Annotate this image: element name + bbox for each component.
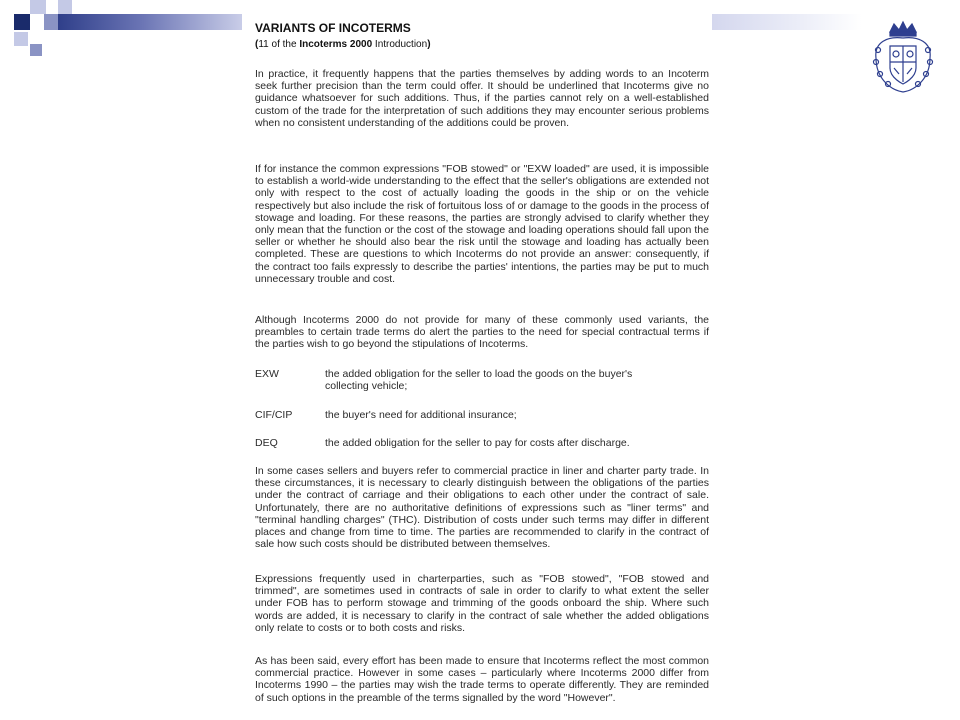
term-code: EXW (255, 368, 279, 380)
deco-square-4 (14, 32, 28, 46)
title-bar-gradient (58, 14, 242, 30)
term-desc: the added obligation for the seller to load the goods on the buyer's collecting vehicle; (325, 368, 633, 393)
document-subtitle (255, 39, 431, 51)
subtitle-num: 11 of the (258, 39, 300, 50)
term-desc: the buyer's need for additional insurance; (325, 409, 517, 421)
deco-square-2 (30, 0, 46, 14)
university-crest-icon (866, 18, 940, 98)
deco-square-5 (30, 44, 42, 56)
paragraph-3: Although Incoterms 2000 do not provide for many of these commonly used variants, the preambles to certain trade terms do alert the parties to the need for special contractual terms if the parties wish to go beyond the stipulations of Incoterms. (255, 314, 709, 351)
subtitle-open: ( (255, 39, 259, 50)
paragraph-4: In some cases sellers and buyers refer to commercial practice in liner and charter party trade. In these circumstances, it is necessary to clearly distinguish between the obligations of the parties under the contract of carriage and their obligations to each other under the contract of sale. Unfortunately, there are no authoritative definitions of expressions such as "liner terms" and "terminal handling charges" (THC). Distribution of costs under such terms may differ in different places and change from time to time. The parties are recommended to clarify in the contract of sale how such costs should be distributed between themselves. (255, 465, 709, 551)
subtitle-close: ) (427, 39, 431, 50)
paragraph-2: If for instance the common expressions "FOB stowed" or "EXW loaded" are used, it is impossible to establish a world-wide understanding to the effect that the seller's obligations are extended not only with respect to the cost of actually loading the goods in the ship or on the vehicle respectively but also include the risk of fortuitous loss of or damage to the goods in the process of stowage and loading. For these reasons, the parties are strongly advised to clarify whether they only mean that the function or the cost of the stowage and loading operations should fall upon the seller or whether he should also bear the risk until the stowage and loading has actually been completed. These are questions to which Incoterms do not provide an answer: consequently, if the contract too fails expressly to describe the parties' intentions, the parties may be put to much unnecessary trouble and cost. (255, 163, 709, 285)
title-bar-gradient-right (712, 14, 862, 30)
term-code: DEQ (255, 437, 278, 449)
deco-square-1 (14, 14, 30, 30)
document-page (246, 18, 712, 720)
paragraph-5: Expressions frequently used in charterparties, such as "FOB stowed", "FOB stowed and trimmed", are sometimes used in contracts of sale in order to clarify to what extent the seller under FOB has to perform stowage and trimming of the goods onboard the ship. Where such words are added, it is necessary to clarify in the contract of sale whether the added obligations only relate to costs or to both costs and risks. (255, 573, 709, 634)
term-desc: the added obligation for the seller to pay for costs after discharge. (325, 437, 630, 449)
term-code: CIF/CIP (255, 409, 293, 421)
subtitle-bold: Incoterms 2000 (299, 39, 373, 50)
document-title: VARIANTS OF INCOTERMS (255, 21, 411, 35)
deco-square-6 (58, 0, 72, 14)
subtitle-rest: Introduction (372, 39, 428, 50)
paragraph-1: In practice, it frequently happens that the parties themselves by adding words to an Incoterm seek further precision than the term could offer. It should be underlined that Incoterms give no guidance whatsoever for such additions. Thus, if the parties cannot rely on a well-established custom of the trade for the interpretation of such additions they may encounter serious problems when no consistent understanding of the additions could be proven. (255, 68, 709, 129)
paragraph-6: As has been said, every effort has been made to ensure that Incoterms reflect the most common commercial practice. However in some cases – particularly where Incoterms 2000 differ from Incoterms 1990 – the parties may wish the trade terms to operate differently. They are reminded of such options in the preamble of the terms signalled by the word "However". (255, 655, 709, 704)
